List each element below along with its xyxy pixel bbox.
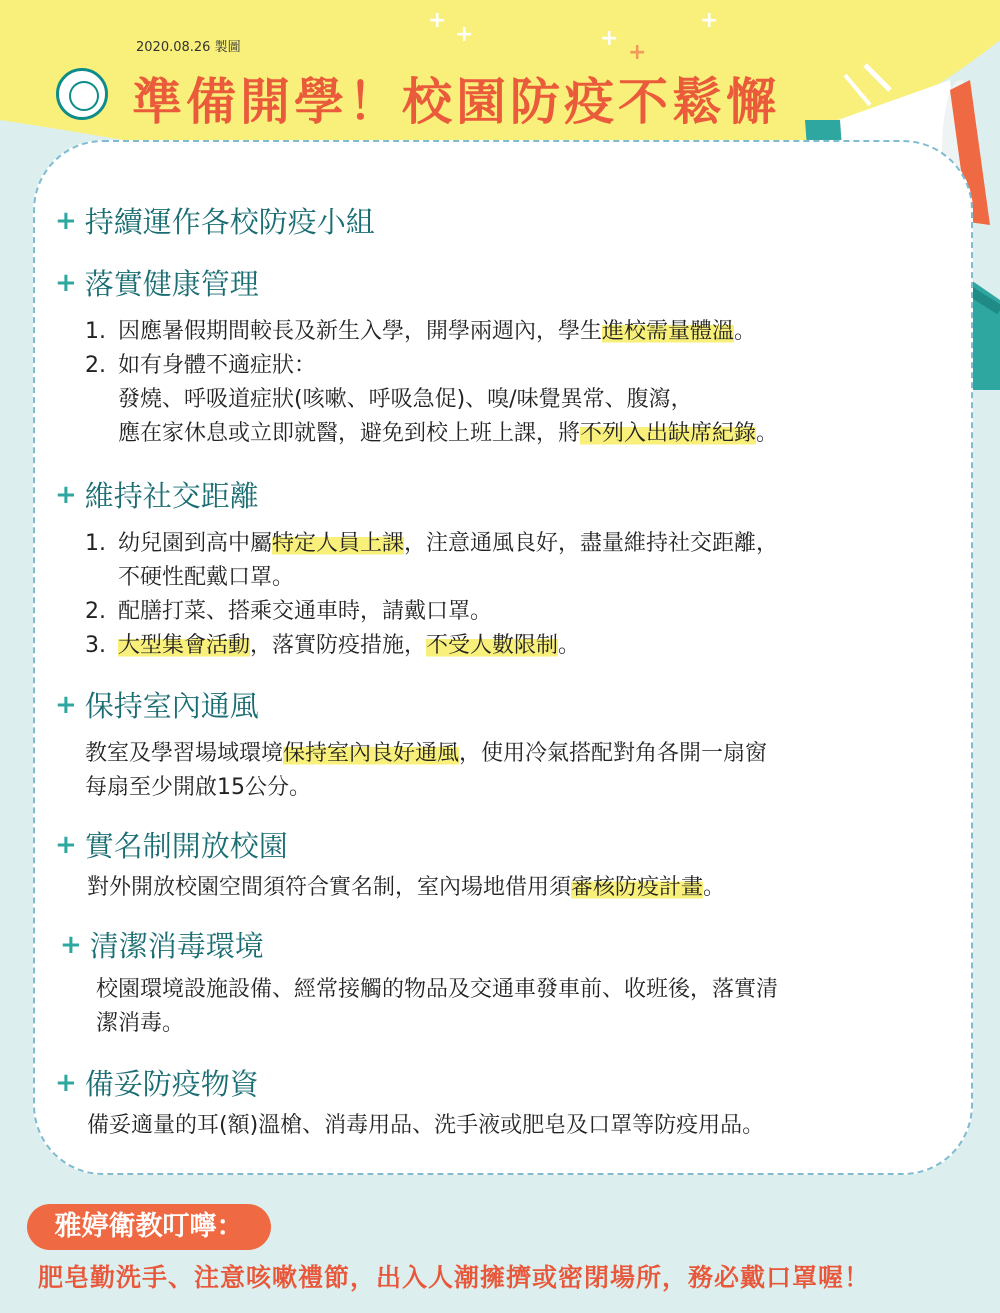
list-item: 1. 因應暑假期間較長及新生入學，開學兩週內，學生進校需量體溫。 — [85, 319, 757, 344]
list-item: 不硬性配戴口罩。 — [118, 565, 295, 590]
section-title: 持續運作各校防疫小組 — [84, 205, 375, 239]
highlight-text: 進校需量體溫 — [602, 319, 735, 344]
section-title: 落實健康管理 — [84, 267, 259, 301]
paragraph-line: 每扇至少開啟15公分。 — [85, 775, 311, 800]
list-item: 發燒、呼吸道症狀(咳嗽、呼吸急促)、嗅/味覺異常、腹瀉， — [118, 387, 693, 412]
plus-icon: + — [55, 205, 77, 236]
ministry-logo — [56, 68, 108, 120]
highlight-text: 特定人員上課 — [272, 531, 405, 556]
tip-label: 雅婷衛教叮嚀： — [27, 1204, 271, 1250]
paragraph-line: 教室及學習場域環境保持室內良好通風，使用冷氣搭配對角各開一扇窗 — [85, 741, 768, 766]
sparkle-icon: + — [628, 40, 647, 65]
paragraph-line: 備妥適量的耳(額)溫槍、消毒用品、洗手液或肥皂及口罩等防疫用品。 — [87, 1113, 765, 1138]
tip-text: 肥皂勤洗手、注意咳嗽禮節，出入人潮擁擠或密閉場所，務必戴口罩喔！ — [38, 1263, 871, 1292]
list-item: 3. 大型集會活動，落實防疫措施，不受人數限制。 — [85, 633, 581, 658]
list-item: 應在家休息或立即就醫，避免到校上班上課，將不列入出缺席紀錄。 — [118, 421, 779, 446]
highlight-text: 審核防疫計畫 — [571, 875, 704, 900]
section-supplies — [55, 1062, 764, 1143]
plus-icon: + — [55, 267, 77, 298]
plus-icon: + — [55, 479, 77, 510]
plus-icon: + — [55, 1067, 77, 1098]
highlight-text: 不列入出缺席紀錄 — [580, 421, 757, 446]
list-item: 1. 幼兒園到高中屬特定人員上課，注意通風良好，盡量維持社交距離， — [85, 531, 779, 556]
list-item: 2. 配膳打菜、搭乘交通車時，請戴口罩。 — [85, 599, 493, 624]
section-health — [55, 262, 778, 451]
section-title: 維持社交距離 — [84, 479, 259, 513]
sparkle-icon: + — [600, 26, 619, 51]
page-title: 準備開學！校園防疫不鬆懈 — [132, 73, 780, 131]
section-disinfection — [60, 924, 778, 1041]
sparkle-icon: + — [455, 22, 474, 47]
highlight-text: 不受人數限制 — [426, 633, 559, 658]
plus-icon: + — [55, 829, 77, 860]
highlight-text: 保持室內良好通風 — [283, 741, 460, 766]
sparkle-icon: + — [700, 8, 719, 33]
section-realname — [55, 824, 725, 905]
paragraph-line: 潔消毒。 — [96, 1011, 185, 1036]
section-title: 清潔消毒環境 — [89, 929, 264, 963]
section-ventilation — [55, 684, 767, 805]
section-distance — [55, 474, 778, 663]
list-item: 2. 如有身體不適症狀： — [85, 353, 317, 378]
plus-icon: + — [60, 929, 82, 960]
highlight-text: 大型集會活動 — [118, 633, 251, 658]
section-title: 備妥防疫物資 — [84, 1067, 259, 1101]
section-title: 實名制開放校園 — [84, 829, 288, 863]
sparkle-icon: + — [428, 8, 447, 33]
plus-icon: + — [55, 689, 77, 720]
section-team — [55, 200, 375, 241]
section-title: 保持室內通風 — [84, 689, 259, 723]
paragraph-line: 對外開放校園空間須符合實名制，室內場地借用須審核防疫計畫。 — [87, 875, 726, 900]
paragraph-line: 校園環境設施設備、經常接觸的物品及交通車發車前、收班後，落實清 — [96, 977, 779, 1002]
date-label: 2020.08.26 製圖 — [136, 40, 241, 55]
